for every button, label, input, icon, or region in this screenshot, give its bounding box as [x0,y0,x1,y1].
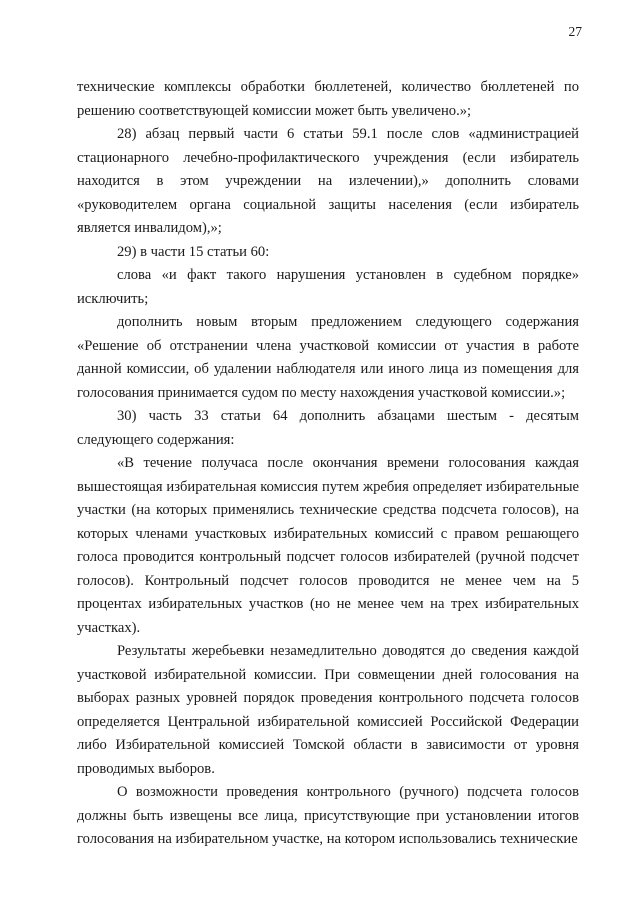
paragraph-notification: О возможности проведения контрольного (ручного) подсчета голосов должны быть извещены все лица, присутствующие при установлении итогов голосования на избирательном участке, на котором использовались технические [77,784,579,847]
paragraph-item-28: 28) абзац первый части 6 статьи 59.1 после слов «администрацией стационарного лечебно-профилактического учреждения (если избиратель находится в этом учреждении на излечении),» дополнить словами «руководителем органа социальной защиты населения (если избиратель является инвалидом),»; [77,126,579,236]
paragraph-words-excluded: слова «и факт такого нарушения установлен в судебном порядке» исключить; [77,267,579,307]
paragraph-second-sentence: дополнить новым вторым предложением следующего содержания «Решение об отстранении члена участковой комиссии от участия в работе данной комиссии, об удалении наблюдателя или иного лица из помещения для голосования принимается судом по месту нахождения участковой комиссии.»; [77,314,579,401]
document-body [77,76,579,852]
paragraph-item-30: 30) часть 33 статьи 64 дополнить абзацами шестым - десятым следующего содержания: [77,408,579,448]
paragraph-quote-control-count: «В течение получаса после окончания времени голосования каждая вышестоящая избирательная комиссия путем жребия определяет избирательные участки (на которых применялись технические средства подсчета голосов), на которых членами участковых избирательных комиссий с правом решающего голоса проводится контрольный подсчет голосов избирателей (ручной подсчет голосов). Контрольный подсчет голосов проводится не менее чем на 5 процентах избирательных участков (но не менее чем на трех избирательных участках). [77,455,579,636]
paragraph-item-29: 29) в части 15 статьи 60: [117,243,270,260]
page-number: 27 [568,24,582,39]
paragraph-continuation: технические комплексы обработки бюллетеней, количество бюллетеней по решению соответствующей комиссии может быть увеличено.»; [77,79,579,119]
paragraph-lottery-results: Результаты жеребьевки незамедлительно доводятся до сведения каждой участковой избирательной комиссии. При совмещении дней голосования на выборах разных уровней порядок проведения контрольного подсчета голосов определяется Центральной избирательной комиссией Российской Федерации либо Избирательной комиссией Томской области в зависимости от уровня проводимых выборов. [77,643,579,777]
